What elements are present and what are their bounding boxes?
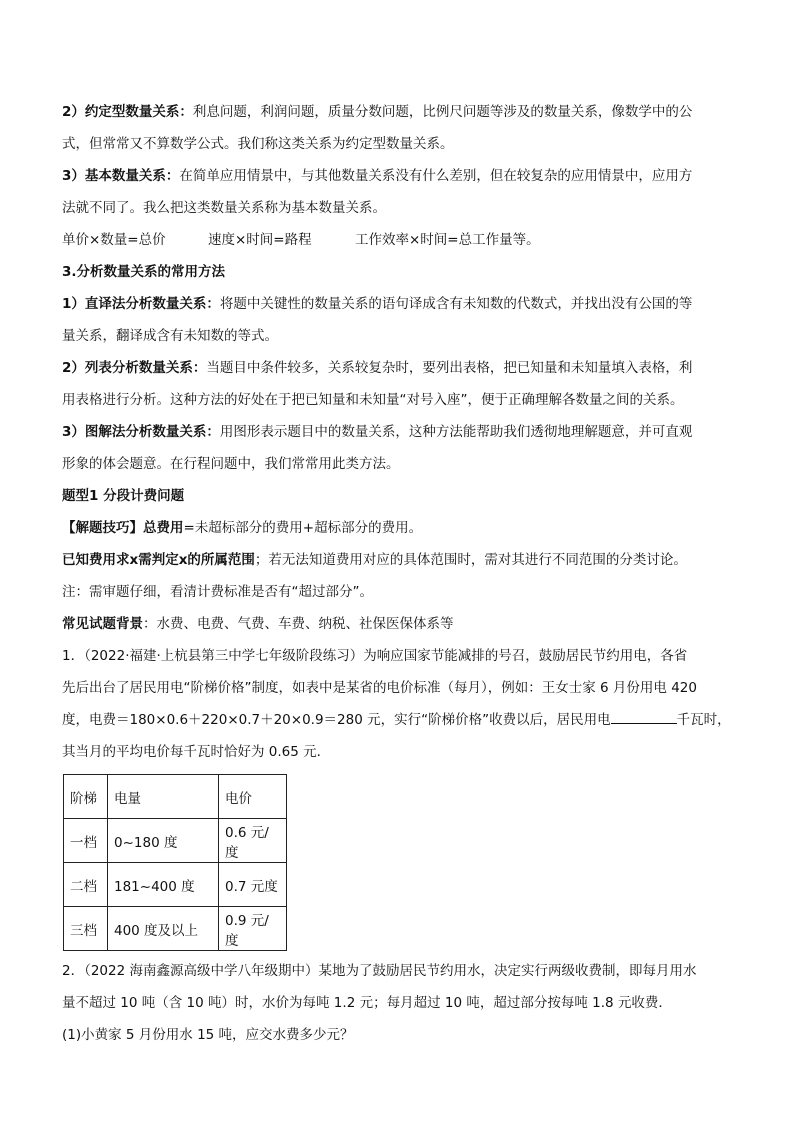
text-conventional-1: 利息问题，利润问题，质量分数问题，比例尺问题等涉及的数量关系，像数学中的公: [192, 104, 693, 120]
table-cell: 一档: [64, 819, 108, 863]
label-tip: 【解题技巧】总费用: [62, 520, 184, 536]
formula-speed: 速度×时间=路程: [208, 232, 312, 248]
paragraph-method-translation-cont: 量关系，翻译成含有未知数的等式。: [62, 328, 278, 344]
question-1-line-1: 1．（2022·福建·上杭县第三中学七年级阶段练习）为响应国家节能减排的号召，鼓励居民节约用电，各省: [62, 648, 688, 664]
label-method-diagram: 3）图解法分析数量关系：: [62, 424, 220, 440]
table-cell: 0~180 度: [108, 819, 219, 863]
question-1-line-3-unit: 千瓦时，: [676, 712, 731, 728]
paragraph-note: 注：需审题仔细，看清计费标准是否有“超过部分”。: [62, 584, 373, 600]
table-cell: 0.9 元/度: [219, 907, 287, 951]
text-background: ：水费、电费、气费、车费、纳税、社保医保体系等: [143, 616, 454, 632]
label-method-table: 2）列表分析数量关系：: [62, 360, 207, 376]
table-cell: 181~400 度: [108, 863, 219, 907]
label-basic: 3）基本数量关系：: [62, 168, 180, 184]
question-2-line-2: 量不超过 10 吨（含 10 吨）时，水价为每吨 1.2 元；每月超过 10 吨，超过部分按每吨 1.8 元收费．: [62, 995, 672, 1011]
label-method-translation: 1）直译法分析数量关系：: [62, 296, 220, 312]
paragraph-conventional-relation: [62, 96, 738, 128]
formula-row: [62, 224, 738, 256]
text-basic-1: 在简单应用情景中，与其他数量关系没有什么差别，但在较复杂的应用情景中，应用方: [179, 168, 693, 184]
paragraph-method-diagram: [62, 416, 738, 448]
text-method-translation-1: 将题中关键性的数量关系的语句译成含有未知数的代数式，并找出没有公国的等: [219, 296, 693, 312]
question-1-line-4: 其当月的平均电价每千瓦时恰好为 0.65 元．: [62, 744, 331, 760]
table-row: [64, 863, 287, 907]
text-known-cost: ；若无法知道费用对应的具体范围时，需对其进行不同范围的分类讨论。: [254, 552, 687, 568]
formula-work: 工作效率×时间=总工作量等。: [355, 232, 540, 248]
paragraph-method-table: [62, 352, 738, 384]
table-header-cell: 电量: [108, 775, 219, 819]
table-row: [64, 819, 287, 863]
formula-price: 单价×数量=总价: [62, 232, 166, 248]
table-cell: 0.6 元/度: [219, 819, 287, 863]
paragraph-conventional-relation-cont: 式，但常常又不算数学公式。我们称这类关系为约定型数量关系。: [62, 136, 454, 152]
table-cell: 0.7 元度: [219, 863, 287, 907]
table-cell: 三档: [64, 907, 108, 951]
table-header-cell: 阶梯: [64, 775, 108, 819]
question-1-line-3: [62, 704, 738, 736]
question-2-sub-1: (1)小黄家 5 月份用水 15 吨，应交水费多少元？: [62, 1027, 354, 1043]
label-conventional: 2）约定型数量关系：: [62, 104, 193, 120]
heading-type1: 题型1 分段计费问题: [62, 488, 185, 504]
document-page: [62, 96, 738, 1051]
question-2-line-1: 2．（2022 海南鑫源高级中学八年级期中）某地为了鼓励居民节约用水，决定实行两级收费制，即每月用水: [62, 963, 697, 979]
paragraph-background: [62, 608, 738, 640]
paragraph-basic-relation: [62, 160, 738, 192]
text-method-table-1: 当题目中条件较多，关系较复杂时，要列出表格，把已知量和未知量填入表格，利: [206, 360, 693, 376]
table-cell: 400 度及以上: [108, 907, 219, 951]
paragraph-method-table-cont: 用表格进行分析。这种方法的好处在于把已知量和未知量“对号入座”，便于正确理解各数量之间的关系。: [62, 392, 684, 408]
label-known-cost: 已知费用求x需判定x的所属范围: [62, 552, 255, 568]
table-cell: 二档: [64, 863, 108, 907]
table-header-row: [64, 775, 287, 819]
paragraph-known-cost: [62, 544, 738, 576]
answer-blank[interactable]: [611, 709, 677, 724]
paragraph-tip: [62, 512, 738, 544]
paragraph-basic-relation-cont: 法就不同了。我么把这类数量关系称为基本数量关系。: [62, 200, 386, 216]
tiered-price-table: [63, 774, 287, 951]
label-background: 常见试题背景: [62, 616, 143, 632]
question-1-line-2: 先后出台了居民用电“阶梯价格”制度，如表中是某省的电价标准（每月），例如：王女士家 6 月份用电 420: [62, 680, 697, 696]
text-tip: =未超标部分的费用+超标部分的费用。: [183, 520, 423, 536]
paragraph-method-translation: [62, 288, 738, 320]
heading-common-methods: 3.分析数量关系的常用方法: [62, 264, 226, 280]
text-method-diagram-1: 用图形表示题目中的数量关系，这种方法能帮助我们透彻地理解题意，并可直观: [219, 424, 693, 440]
table-header-cell: 电价: [219, 775, 287, 819]
table-row: [64, 907, 287, 951]
paragraph-method-diagram-cont: 形象的体会题意。在行程问题中，我们常常用此类方法。: [62, 456, 400, 472]
question-1-line-3-text: 度，电费＝180×0.6＋220×0.7＋20×0.9＝280 元，实行“阶梯价格”收费以后，居民用电: [62, 712, 611, 728]
